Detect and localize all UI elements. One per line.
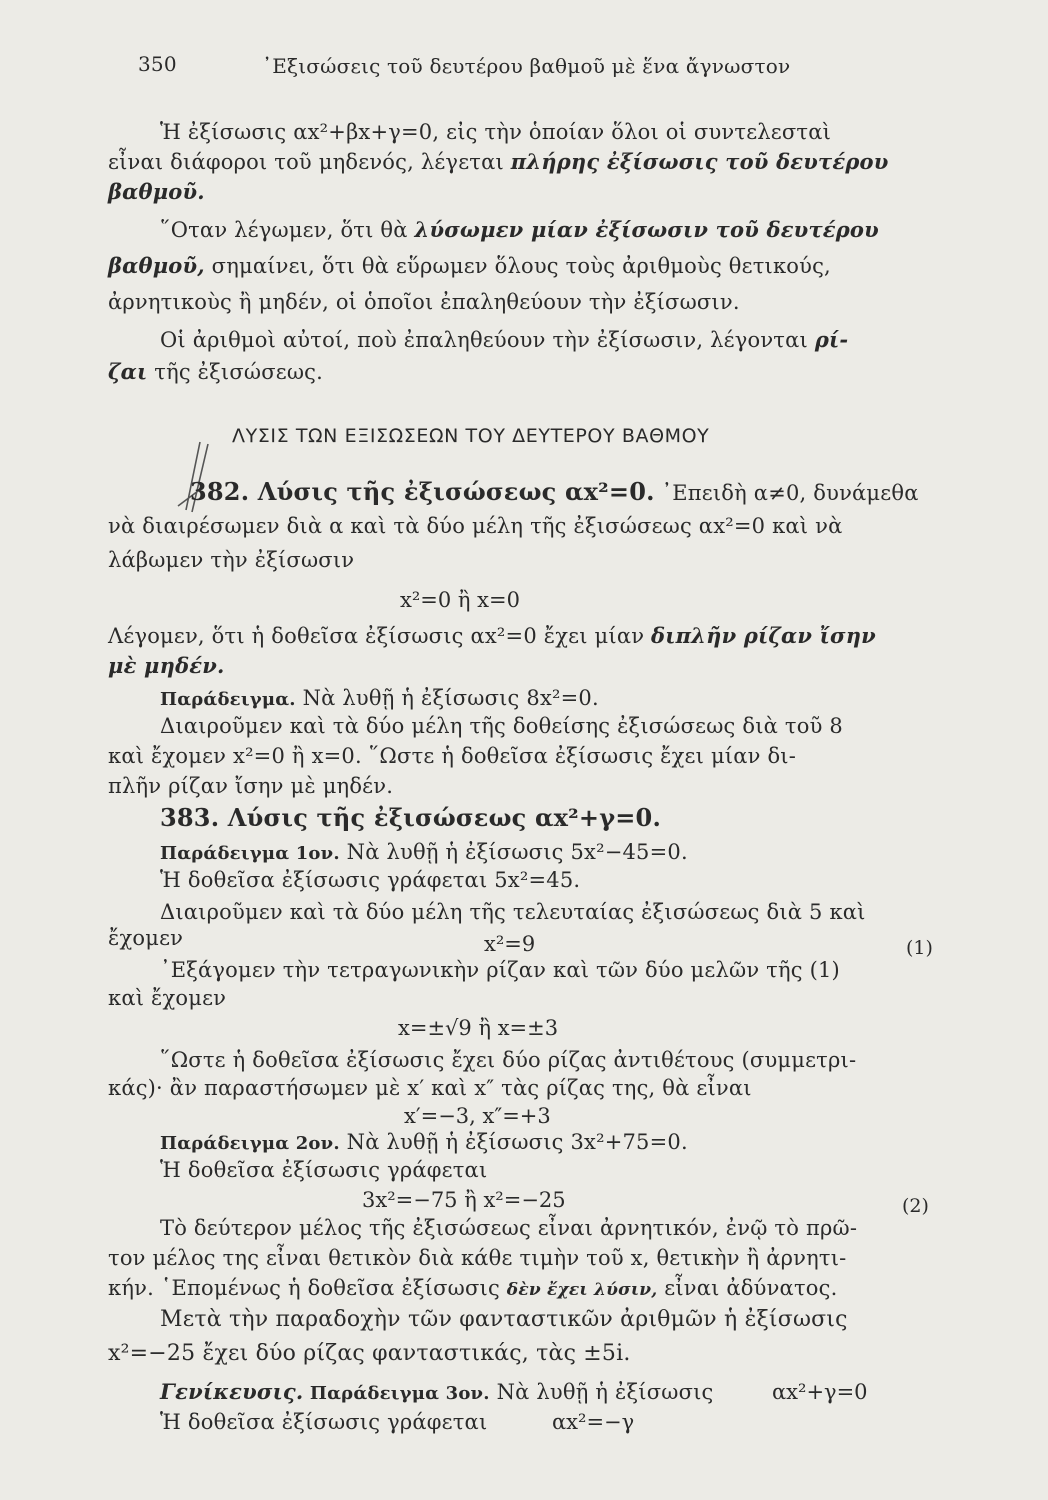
paragraph-line: βαθμοῦ. <box>108 179 205 204</box>
paragraph-line: ζαι τῆς ἐξισώσεως. <box>108 359 323 384</box>
equation-1: x²=9 <box>484 932 536 956</box>
equation: x′=−3, x″=+3 <box>404 1104 551 1128</box>
term-double-root: διπλῆν ρίζαν ἴσην <box>651 623 876 648</box>
paragraph-line: Ἡ δοθεῖσα ἐξίσωσις γράφεται <box>160 1410 488 1434</box>
paragraph-line: ἀρνητικοὺς ἢ μηδέν, οἱ ὁποῖοι ἐπαληθεύουν τὴν ἐξίσωσιν. <box>108 290 740 314</box>
example-line: Παράδειγμα 2ον. Νὰ λυθῇ ἡ ἐξίσωσις 3x²+75=0. <box>160 1130 688 1154</box>
paragraph-line: Μετὰ τὴν παραδοχὴν τῶν φανταστικῶν ἀριθμῶν ἡ ἐξίσωσις <box>160 1307 848 1332</box>
term-roots: ρί- <box>814 327 849 352</box>
paragraph-line: καὶ ἔχομεν <box>108 986 227 1010</box>
paragraph-line: κήν. ῾Επομένως ἡ δοθεῖσα ἐξίσωσις δὲν ἔχει λύσιν, εἶναι ἀδύνατος. <box>108 1276 838 1300</box>
running-header: ᾿Εξισώσεις τοῦ δευτέρου βαθμοῦ μὲ ἕνα ἄγνωστον <box>262 54 791 78</box>
section-heading: ΛΥΣΙΣ ΤΩΝ ΕΞΙΣΩΣΕΩΝ ΤΟΥ ΔΕΥΤΕΡΟΥ ΒΑΘΜΟΥ <box>232 425 710 447</box>
paragraph-line: νὰ διαιρέσωμεν διὰ α καὶ τὰ δύο μέλη τῆς ἐξισώσεως αx²=0 καὶ νὰ <box>108 514 843 538</box>
paragraph-line: x²=−25 ἔχει δύο ρίζας φανταστικάς, τὰς ±5i. <box>108 1341 631 1366</box>
paragraph-line: ῞Οταν λέγωμεν, ὅτι θὰ λύσωμεν μίαν ἐξίσωσιν τοῦ δευτέρου <box>160 217 879 242</box>
paragraph-line: πλῆν ρίζαν ἴσην μὲ μηδέν. <box>108 774 394 798</box>
paragraph-line: Οἱ ἀριθμοὶ αὐτοί, ποὺ ἐπαληθεύουν τὴν ἐξίσωσιν, λέγονται ρί- <box>160 327 849 352</box>
equation: 3x²=−75 ἢ x²=−25 <box>362 1188 566 1212</box>
section-383-title: 383. Λύσις τῆς ἐξισώσεως αx²+γ=0. <box>160 803 662 832</box>
equation-number: (2) <box>902 1195 929 1217</box>
paragraph-line: Ἡ ἐξίσωσις αx²+βx+γ=0, εἰς τὴν ὁποίαν ὅλοι οἱ συντελεσταὶ <box>160 120 832 144</box>
paragraph-line: καὶ ἔχομεν x²=0 ἢ x=0. ῞Ωστε ἡ δοθεῖσα ἐξίσωσις ἔχει μίαν δι- <box>108 744 797 768</box>
paragraph-line: ᾿Εξάγομεν τὴν τετραγωνικὴν ρίζαν καὶ τῶν δύο μελῶν τῆς (1) <box>160 958 840 982</box>
paragraph-line: τον μέλος της εἶναι θετικὸν διὰ κάθε τιμὴν τοῦ x, θετικὴν ἢ ἀρνητι- <box>108 1246 847 1270</box>
paragraph-line: Ἡ δοθεῖσα ἐξίσωσις γράφεται 5x²=45. <box>160 868 581 892</box>
equation-number: (1) <box>906 937 933 959</box>
paragraph-line: κάς)· ἂν παραστήσωμεν μὲ x′ καὶ x″ τὰς ρίζας της, θὰ εἶναι <box>108 1076 752 1100</box>
equation: αx²+γ=0 <box>772 1380 868 1404</box>
paragraph-line: Διαιροῦμεν καὶ τὰ δύο μέλη τῆς τελευταίας ἐξισώσεως διὰ 5 καὶ <box>160 900 866 924</box>
equation: x=±√9 ἢ x=±3 <box>398 1016 559 1040</box>
term-solve-equation: λύσωμεν μίαν ἐξίσωσιν τοῦ δευτέρου <box>414 217 879 242</box>
paragraph-line: εἶναι διάφοροι τοῦ μηδενός, λέγεται πλήρης ἐξίσωσις τοῦ δευτέρου <box>108 149 889 174</box>
paragraph-line: ῞Ωστε ἡ δοθεῖσα ἐξίσωσις ἔχει δύο ρίζας ἀντιθέτους (συμμετρι- <box>160 1048 857 1072</box>
example-line: Παράδειγμα. Νὰ λυθῇ ἡ ἐξίσωσις 8x²=0. <box>160 686 599 710</box>
paragraph-line: ἔχομεν <box>108 926 184 950</box>
term-complete-equation: πλήρης ἐξίσωσις τοῦ δευτέρου <box>510 149 889 174</box>
example-line: Παράδειγμα 1ον. Νὰ λυθῇ ἡ ἐξίσωσις 5x²−45=0. <box>160 840 688 864</box>
paragraph-line: Λέγομεν, ὅτι ἡ δοθεῖσα ἐξίσωσις αx²=0 ἔχει μίαν διπλῆν ρίζαν ἴσην <box>108 623 876 648</box>
equation: x²=0 ἢ x=0 <box>400 588 520 612</box>
paragraph-line: λάβωμεν τὴν ἐξίσωσιν <box>108 548 355 572</box>
page-number: 350 <box>138 52 177 76</box>
equation: αx²=−γ <box>552 1410 635 1434</box>
generalization-line: Γενίκευσις. Παράδειγμα 3ον. Νὰ λυθῇ ἡ ἐξίσωσις <box>160 1379 714 1404</box>
paragraph-line: βαθμοῦ, σημαίνει, ὅτι θὰ εὕρωμεν ὅλους τοὺς ἀριθμοὺς θετικούς, <box>108 253 831 278</box>
paragraph-line: Τὸ δεύτερον μέλος τῆς ἐξισώσεως εἶναι ἀρνητικόν, ἐνῷ τὸ πρῶ- <box>160 1216 858 1240</box>
paragraph-line: Ἡ δοθεῖσα ἐξίσωσις γράφεται <box>160 1158 488 1182</box>
section-382-title: 382. Λύσις τῆς ἐξισώσεως αx²=0. ᾿Επειδὴ α≠0, δυνάμεθα <box>190 477 919 506</box>
paragraph-line: μὲ μηδέν. <box>108 653 225 678</box>
paragraph-line: Διαιροῦμεν καὶ τὰ δύο μέλη τῆς δοθείσης ἐξισώσεως διὰ τοῦ 8 <box>160 714 843 738</box>
